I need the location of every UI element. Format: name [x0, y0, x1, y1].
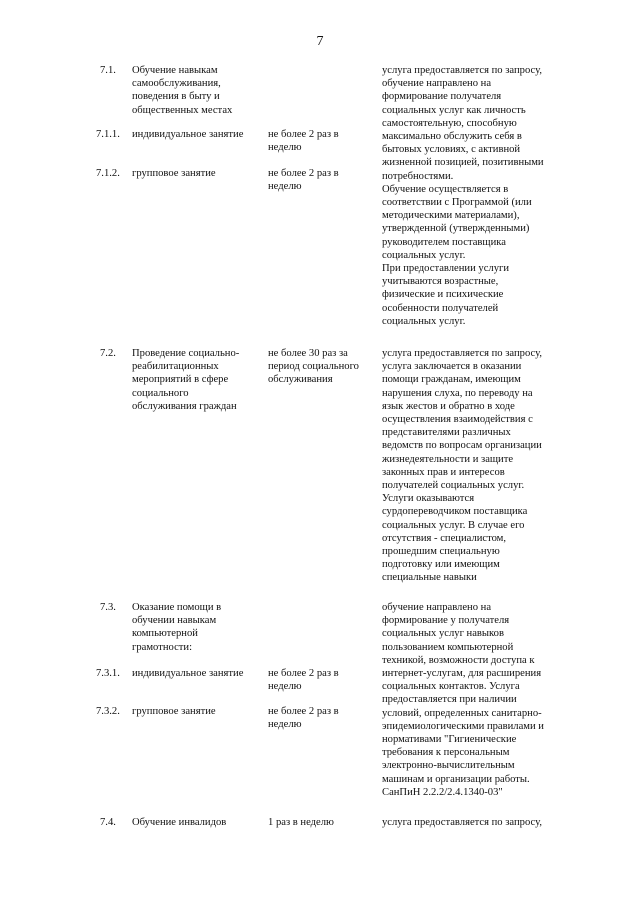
row-7-1-description-line: руководителем поставщика: [382, 236, 506, 248]
row-7-3-2-frequency-line: неделю: [268, 719, 302, 731]
row-7-1-number: 7.1.: [100, 65, 116, 76]
row-7-1-description-line: особенности получателей: [382, 302, 499, 314]
row-7-1-name-line: общественных местах: [132, 104, 233, 116]
row-7-3-description-line: условий, определенных санитарно-: [382, 707, 542, 719]
row-7-3-number: 7.3.: [100, 602, 116, 613]
row-7-1-1-name-line: индивидуальное занятие: [132, 129, 244, 140]
row-7-3-description-line: требования к персональным: [382, 747, 510, 759]
row-7-4-name-line: Обучение инвалидов: [132, 817, 227, 828]
row-7-1-2-frequency-line: не более 2 раз в: [268, 168, 339, 179]
row-7-4-frequency: [268, 816, 372, 829]
row-7-3-description: [382, 601, 570, 799]
row-7-1-2-frequency: [268, 167, 372, 193]
row-7-4-description: [382, 816, 570, 829]
row-7-2-name: [132, 347, 264, 413]
row-7-2-number: 7.2.: [100, 348, 116, 359]
row-7-3-2-number: 7.3.2.: [96, 706, 120, 717]
row-7-1-description-line: При предоставлении услуги: [382, 263, 510, 275]
row-7-3-name-line: обучении навыкам: [132, 615, 217, 627]
row-7-3-2-name: [132, 705, 264, 718]
row-7-2-frequency-line: период социального: [268, 361, 359, 373]
row-7-2-description-line: нарушения слуха, по переводу на: [382, 387, 533, 399]
row-7-3-description-line: техникой, возможности доступа к: [382, 654, 535, 666]
row-7-1-description: [382, 64, 570, 328]
row-7-3-1-frequency-line: неделю: [268, 681, 302, 693]
row-7-3-name-line: грамотности:: [132, 641, 193, 653]
row-7-1-description-line: методическими материалами),: [382, 210, 520, 222]
row-7-2-description-line: услуга предоставляется по запросу,: [382, 348, 542, 359]
row-7-3-name-line: компьютерной: [132, 628, 198, 640]
page-number: 7: [316, 34, 324, 49]
row-7-4-description-line: услуга предоставляется по запросу,: [382, 817, 542, 828]
row-7-1-description-line: утвержденной (утвержденными): [382, 223, 530, 235]
row-7-1-2-number: 7.1.2.: [96, 168, 120, 179]
row-7-2-description-line: осуществления взаимодействия с: [382, 414, 533, 426]
row-7-2-description-line: ведомств по вопросам организации: [382, 440, 542, 452]
row-7-1-description-line: обучение направлено на: [382, 78, 492, 90]
row-7-1-description-line: соответствии с Программой (или: [382, 197, 532, 209]
row-7-2-description-line: услуга заключается в оказании: [382, 361, 522, 373]
row-7-2-description: [382, 347, 570, 585]
row-7-3-description-line: предоставляется при наличии: [382, 694, 517, 706]
row-7-3-name: [132, 601, 264, 654]
row-7-2-description-line: получателей социальных услуг.: [382, 480, 525, 492]
row-7-2-frequency-line: не более 30 раз за: [268, 348, 348, 359]
row-7-2-frequency: [268, 347, 372, 387]
row-7-2-description-line: сурдопереводчиком поставщика: [382, 506, 528, 518]
row-7-2-name-line: реабилитационных: [132, 361, 219, 373]
row-7-1-description-line: социальных услуг как личность: [382, 104, 526, 116]
row-7-3-description-line: социальных контактов. Услуга: [382, 681, 520, 693]
row-7-1-description-line: самостоятельную, способную: [382, 117, 517, 129]
row-7-1-description-line: социальных услуг.: [382, 315, 466, 327]
row-7-1-description-line: потребностями.: [382, 170, 454, 182]
row-7-1-description-line: формирование получателя: [382, 91, 502, 103]
row-7-3-description-line: СанПиН 2.2.2/2.4.1340-03": [382, 786, 503, 798]
row-7-4-frequency-line: 1 раз в неделю: [268, 817, 334, 828]
row-7-3-1-name: [132, 667, 264, 680]
row-7-2-description-line: подготовку или имеющим: [382, 559, 500, 571]
row-7-2-description-line: помощи гражданам, имеющим: [382, 374, 521, 386]
row-7-2-description-line: язык жестов и обратно в ходе: [382, 400, 515, 412]
row-7-1-description-line: жизненной позицией, позитивными: [382, 157, 544, 169]
row-7-1-description-line: физические и психические: [382, 289, 504, 301]
row-7-3-description-line: эпидемиологическими правилами и: [382, 720, 544, 732]
row-7-1-2-name: [132, 167, 264, 180]
row-7-3-2-name-line: групповое занятие: [132, 706, 216, 717]
row-7-2-description-line: отсутствия - специалистом,: [382, 532, 507, 544]
row-7-3-description-line: формирование у получателя: [382, 615, 510, 627]
row-7-1-description-line: Обучение осуществляется в: [382, 183, 509, 195]
row-7-3-description-line: электронно-вычислительным: [382, 760, 515, 772]
row-7-1-name: [132, 64, 264, 117]
row-7-2-name-line: социального: [132, 387, 189, 399]
row-7-3-1-number: 7.3.1.: [96, 668, 120, 679]
row-7-2-description-line: социальных услуг. В случае его: [382, 519, 525, 531]
row-7-1-2-name-line: групповое занятие: [132, 168, 216, 179]
row-7-2-name-line: обслуживания граждан: [132, 400, 237, 412]
row-7-1-1-number: 7.1.1.: [96, 129, 120, 140]
row-7-4-name: [132, 816, 264, 829]
row-7-1-name-line: поведения в быту и: [132, 91, 220, 103]
row-7-4-number: 7.4.: [100, 817, 116, 828]
row-7-3-description-line: пользованием компьютерной: [382, 641, 514, 653]
row-7-3-description-line: нормативами "Гигиенические: [382, 734, 517, 746]
row-7-3-2-frequency-line: не более 2 раз в: [268, 706, 339, 717]
row-7-3-1-name-line: индивидуальное занятие: [132, 668, 244, 679]
row-7-1-description-line: учитываются возрастные,: [382, 276, 499, 288]
row-7-3-2-frequency: [268, 705, 372, 731]
row-7-3-1-frequency-line: не более 2 раз в: [268, 668, 339, 679]
row-7-1-description-line: социальных услуг.: [382, 249, 466, 261]
row-7-3-1-frequency: [268, 667, 372, 693]
row-7-1-2-frequency-line: неделю: [268, 181, 302, 193]
row-7-2-description-line: Услуги оказываются: [382, 493, 475, 505]
row-7-1-description-line: бытовых условиях, с активной: [382, 144, 521, 156]
row-7-2-description-line: жизнедеятельности и защите: [382, 453, 514, 465]
row-7-1-1-name: [132, 128, 264, 141]
row-7-1-1-frequency: [268, 128, 372, 154]
row-7-3-description-line: машинам и организации работы.: [382, 773, 530, 785]
row-7-3-description-line: обучение направлено на: [382, 602, 492, 613]
row-7-3-name-line: Оказание помощи в: [132, 602, 222, 613]
row-7-2-name-line: мероприятий в сфере: [132, 374, 229, 386]
row-7-1-name-line: Обучение навыкам: [132, 65, 218, 76]
row-7-1-name-line: самообслуживания,: [132, 78, 221, 90]
row-7-2-description-line: специальные навыки: [382, 572, 477, 584]
row-7-3-description-line: интернет-услугам, для расширения: [382, 668, 542, 680]
row-7-1-description-line: максимально обслужить себя в: [382, 131, 522, 143]
row-7-2-description-line: прошедшим специальную: [382, 546, 500, 558]
row-7-2-description-line: представителями различных: [382, 427, 511, 439]
row-7-2-name-line: Проведение социально-: [132, 348, 240, 359]
row-7-3-description-line: социальных услуг навыков: [382, 628, 504, 640]
row-7-1-1-frequency-line: не более 2 раз в: [268, 129, 339, 140]
row-7-2-frequency-line: обслуживания: [268, 374, 333, 386]
row-7-2-description-line: законных прав и интересов: [382, 466, 505, 478]
row-7-1-1-frequency-line: неделю: [268, 142, 302, 154]
row-7-1-description-line: услуга предоставляется по запросу,: [382, 65, 542, 76]
